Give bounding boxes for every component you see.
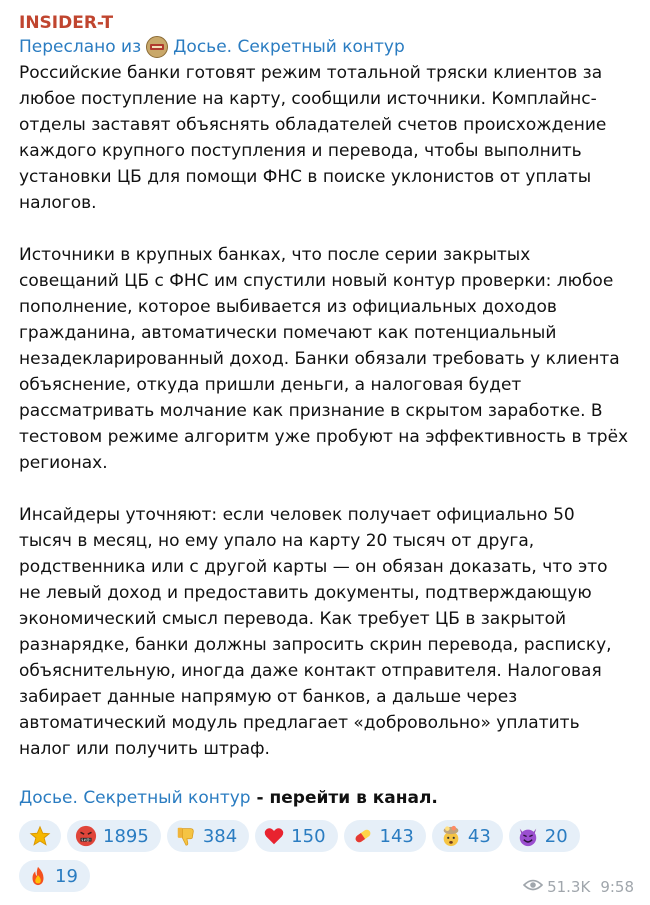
reaction-count: 150 — [291, 825, 326, 847]
reaction-count: 43 — [467, 825, 491, 847]
reaction-count: 143 — [379, 825, 414, 847]
reaction-angry[interactable] — [67, 820, 161, 852]
paragraph-3: Инсайдеры уточняют: если человек получает официально 50 тысяч в месяц, но ему упало на карту 20 тысяч от друга, родственника или с другой карты — он обязан доказать, что это не левый доход и предоставить документы, подтверждающую экономический смысл перевода. Как требует ЦБ в закрытой разнарядке, банки должны запросить скрин перевода, расписку, объяснительную, иногда даже контакт отправителя. Налоговая забирает данные напрямую от банков, а дальше через автоматический модуль предлагает «добровольно» уплатить налог или получить штраф. — [19, 505, 612, 759]
footer-cta: перейти в канал. — [269, 788, 438, 808]
reaction-exploding-head[interactable] — [432, 820, 503, 852]
message-text — [19, 60, 631, 762]
reaction-count: 19 — [55, 865, 78, 887]
footer-separator: - — [250, 788, 270, 808]
reaction-pill[interactable] — [344, 820, 426, 852]
reaction-count: 1895 — [103, 825, 149, 847]
smiling-devil-icon — [517, 825, 539, 847]
angry-face-icon — [75, 825, 97, 847]
forwarded-from[interactable] — [19, 35, 650, 59]
reaction-count: 384 — [202, 825, 238, 847]
reaction-devil[interactable] — [509, 820, 580, 852]
thumbs-down-icon — [175, 825, 197, 847]
paragraph-1: Российские банки готовят режим тотальной тряски клиентов за любое поступление на карту, сообщили источники. Комплайнс-отделы заставят объяснять обладателей счетов происхождение каждого крупного поступления и перевода, чтобы выполнить установки ЦБ для помощи ФНС в поиске уклонистов от уплаты налогов. — [19, 63, 607, 213]
reaction-fire[interactable] — [19, 860, 90, 892]
paragraph-2: Источники в крупных банках, что после серии закрытых совещаний ЦБ с ФНС им спустили новый контур проверки: любое пополнение, которое выбивается из официальных доходов гражданина, автоматически помечают как потенциальный незадекларированный доход. Банки обязали требовать у клиента объяснение, откуда пришли деньги, а налоговая будет рассматривать молчание как признание в скрытом заработке. В тестовом режиме алгоритм уже пробуют на эффективность в трёх регионах. — [19, 245, 629, 473]
forwarded-channel-name[interactable]: Досье. Секретный контур — [173, 37, 405, 57]
message-time: 9:58 — [600, 878, 634, 896]
reaction-count: 20 — [544, 825, 568, 847]
fire-icon — [27, 865, 49, 887]
eye-icon — [523, 878, 543, 896]
footer-channel-link[interactable]: Досье. Секретный контур — [19, 788, 251, 808]
pill-icon — [352, 825, 374, 847]
reaction-star[interactable] — [19, 820, 61, 852]
reaction-heart[interactable] — [255, 820, 337, 852]
footer-line — [19, 786, 650, 810]
reaction-thumbs-down[interactable] — [167, 820, 249, 852]
view-count: 51.3K — [547, 878, 591, 896]
red-heart-icon — [263, 825, 285, 847]
channel-name[interactable]: INSIDER-T — [19, 13, 114, 33]
message-meta — [523, 878, 634, 896]
exploding-head-icon — [440, 825, 462, 847]
star-icon — [29, 825, 51, 847]
svg-text:$#@!: $#@! — [81, 837, 91, 842]
channel-avatar[interactable] — [146, 36, 168, 58]
forwarded-prefix: Переслано из — [19, 37, 142, 57]
